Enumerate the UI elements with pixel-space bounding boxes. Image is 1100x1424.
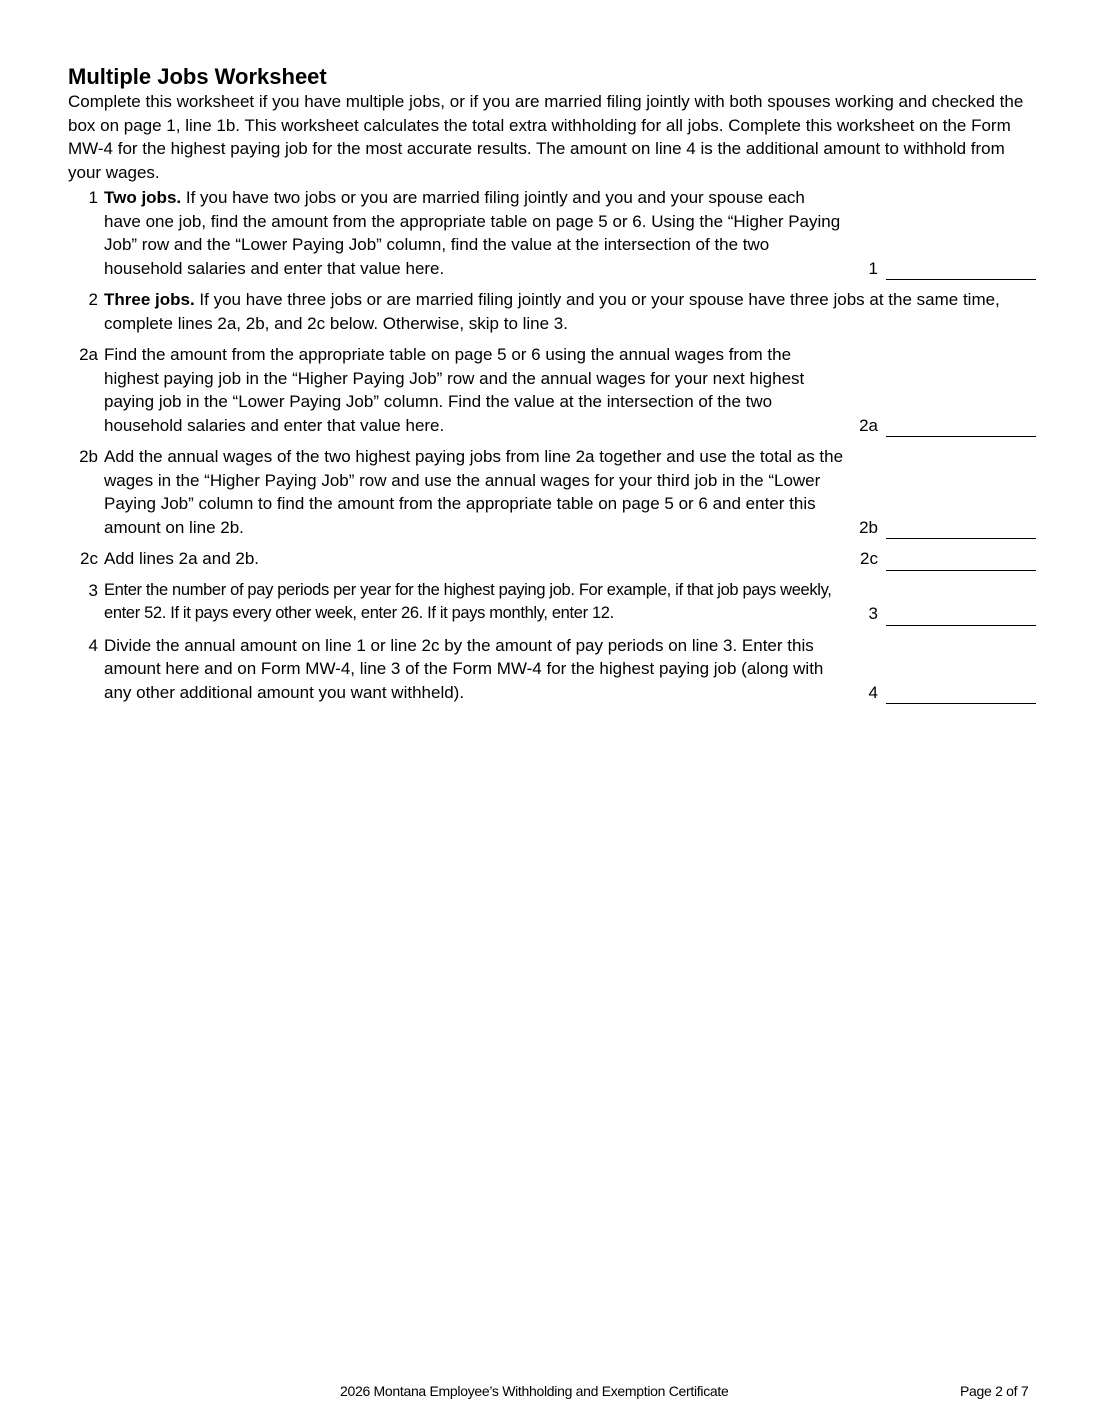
line-2a xyxy=(68,343,1038,437)
line-number: 3 xyxy=(88,580,98,600)
line-1 xyxy=(68,186,1038,280)
worksheet-title: Multiple Jobs Worksheet xyxy=(68,64,327,89)
line-2c-input[interactable] xyxy=(886,550,1036,571)
line-heading: Two jobs. xyxy=(104,188,182,207)
answer-3 xyxy=(848,602,1036,626)
footer-page-number: Page 2 of 7 xyxy=(960,1383,1029,1399)
line-3 xyxy=(68,579,1038,626)
line-description: Add lines 2a and 2b. xyxy=(104,549,260,568)
answer-label: 2c xyxy=(860,549,878,568)
line-2b xyxy=(68,445,1038,539)
line-description: Add the annual wages of the two highest paying jobs from line 2a together and use the total as the wages in the “Higher Paying Job” row and use the annual wages for your third job in the “Lower Paying Job” column to find the amount from the appropriate table on page 5 or 6 and enter this amount on line 2b. xyxy=(104,447,844,537)
line-text xyxy=(104,186,844,280)
answer-1 xyxy=(848,257,1036,281)
line-number: 1 xyxy=(88,188,98,207)
answer-2b xyxy=(848,516,1036,540)
answer-label: 3 xyxy=(868,604,878,623)
worksheet xyxy=(68,64,1038,704)
answer-2c xyxy=(848,547,1036,571)
line-number: 4 xyxy=(88,635,98,655)
line-number: 2c xyxy=(80,549,98,568)
line-description: If you have three jobs or are married filing jointly and you or your spouse have three jobs at the same time, complete lines 2a, 2b, and 2c below. Otherwise, skip to line 3. xyxy=(104,290,1000,333)
answer-label: 2a xyxy=(859,415,878,435)
line-2b-input[interactable] xyxy=(886,518,1036,539)
line-3-input[interactable] xyxy=(886,605,1036,626)
line-2a-input[interactable] xyxy=(886,416,1036,437)
line-heading: Three jobs. xyxy=(104,290,195,309)
answer-4 xyxy=(848,681,1036,705)
answer-label: 4 xyxy=(868,682,878,702)
line-text xyxy=(104,288,1034,335)
line-2c xyxy=(68,547,1038,571)
line-1-input[interactable] xyxy=(886,259,1036,280)
line-2 xyxy=(68,288,1038,335)
answer-label: 2b xyxy=(859,517,878,537)
footer-form-name: 2026 Montana Employee’s Withholding and Exemption Certificate xyxy=(340,1383,729,1399)
answer-2a xyxy=(848,414,1036,438)
line-description: Enter the number of pay periods per year for the highest paying job. For example, if that job pays weekly, enter 52. If it pays every other week, enter 26. If it pays monthly, enter 12. xyxy=(104,580,832,622)
answer-label: 1 xyxy=(868,258,878,278)
line-number: 2 xyxy=(88,290,98,309)
line-description: Find the amount from the appropriate table on page 5 or 6 using the annual wages from the highest paying job in the “Higher Paying Job” row and the annual wages for your next highest paying job in the “Lower Paying Job” column. Find the value at the intersection of the two household salaries and enter that value here. xyxy=(104,345,805,435)
line-description: If you have two jobs or you are married filing jointly and you and your spouse each have one job, find the amount from the appropriate table on page 5 or 6. Using the “Higher Paying Job” row and the “Lower Paying Job” column, find the value at the intersection of the two household salaries and enter that value here. xyxy=(104,188,841,278)
line-4-input[interactable] xyxy=(886,683,1036,704)
line-number: 2a xyxy=(79,345,98,364)
line-4 xyxy=(68,634,1038,705)
worksheet-intro: Complete this worksheet if you have multiple jobs, or if you are married filing jointly with both spouses working and checked the box on page 1, line 1b. This worksheet calculates the total extra withholding for all jobs. Complete this worksheet on the Form MW-4 for the highest paying job for the most accurate results. The amount on line 4 is the additional amount to withhold from your wages. xyxy=(68,92,1024,182)
line-description: Divide the annual amount on line 1 or line 2c by the amount of pay periods on line 3. Enter this amount here and on Form MW-4, line 3 of the Form MW-4 for the highest paying job (along with any other additional amount you want withheld). xyxy=(104,635,824,702)
line-number: 2b xyxy=(79,447,98,466)
